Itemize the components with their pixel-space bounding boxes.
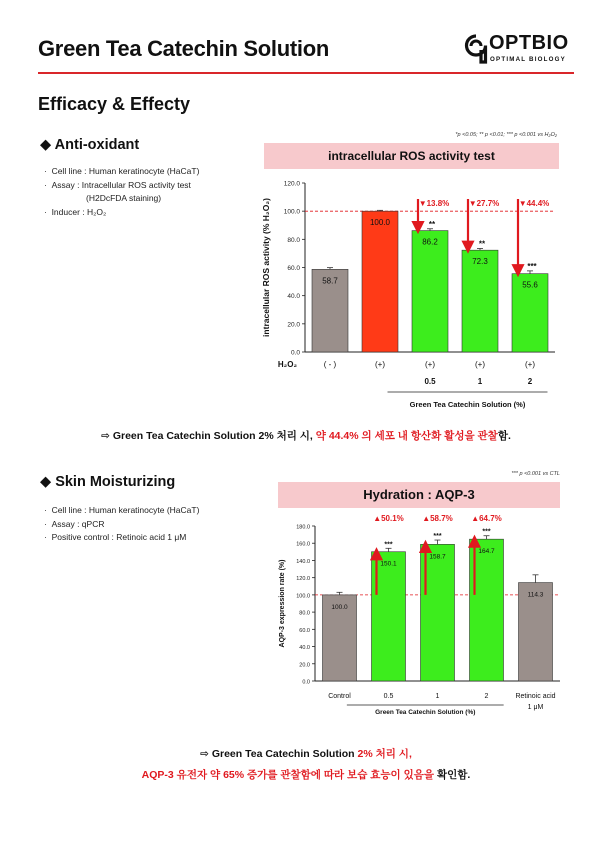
y-tick-label: 160.0	[296, 541, 310, 548]
y-tick-label: 80.0	[299, 610, 310, 617]
y-tick-label: 0.0	[302, 679, 310, 686]
diamond-bullet-icon: ◆	[40, 137, 52, 153]
moisturizing-heading-text: Skin Moisturizing	[55, 474, 176, 490]
antioxidant-heading-text: Anti-oxidant	[54, 137, 140, 153]
bar	[412, 231, 448, 352]
x-tick-label: 1	[435, 693, 440, 700]
chart-title: intracellular ROS activity test	[264, 143, 559, 169]
moisturizing-summary-line1: ⇨ Green Tea Catechin Solution 2% 처리 시,	[200, 748, 412, 760]
moisturizing-conditions	[44, 504, 199, 545]
logo-tagline: OPTIMAL BIOLOGY	[490, 56, 566, 63]
x-axis-label: Green Tea Catechin Solution (%)	[375, 709, 476, 716]
list-item: · Cell line : Human keratinocyte (HaCaT)	[44, 166, 200, 176]
significance-mark: ***	[527, 261, 537, 271]
data-label: 58.7	[322, 276, 338, 286]
change-label: ▼27.7%	[468, 199, 500, 208]
list-item: · Inducer : H₂O₂	[44, 206, 107, 217]
change-label: ▲58.7%	[422, 514, 453, 523]
y-tick-label: 100.0	[296, 593, 310, 600]
x-sub-label: 0.5	[424, 377, 436, 386]
chart-title: Hydration : AQP-3	[278, 482, 560, 508]
y-tick-label: 100.0	[283, 208, 300, 216]
antioxidant-conditions	[44, 165, 199, 219]
data-label: 164.7	[478, 548, 495, 556]
x-sub-label: 1	[477, 377, 483, 386]
y-tick-label: 140.0	[296, 558, 310, 565]
x-tick-label: 1 μM	[527, 704, 544, 711]
data-label: 150.1	[380, 560, 397, 568]
change-label: ▼13.8%	[418, 199, 450, 208]
section-title: Efficacy & Effecty	[38, 94, 191, 114]
y-axis-label: AQP-3 expression rate (%)	[279, 559, 286, 648]
significance-mark: **	[428, 219, 436, 229]
x-tick-label: 0.5	[383, 693, 394, 700]
logo-wordmark: OPTBIO	[489, 32, 569, 54]
y-tick-label: 40.0	[287, 293, 300, 301]
y-tick-label: 60.0	[287, 265, 300, 272]
data-label: 55.6	[522, 280, 538, 290]
list-item: (H2DcFDA staining)	[86, 193, 162, 203]
x-tick-label: (+)	[525, 360, 535, 369]
y-tick-label: 20.0	[299, 662, 310, 669]
change-label: ▲50.1%	[373, 514, 404, 523]
moisturizing-heading	[40, 474, 175, 490]
change-label: ▼44.4%	[518, 199, 550, 208]
title-divider	[38, 72, 574, 74]
x-tick-label: Control	[328, 693, 351, 700]
row-label: H₂O₂	[277, 360, 297, 369]
data-label: 86.2	[422, 237, 438, 247]
bar	[362, 211, 398, 352]
list-item: · Positive control : Retinoic acid 1 μM	[44, 532, 187, 542]
arrow-right-icon: ⇨	[101, 430, 110, 442]
arrow-right-icon: ⇨	[200, 748, 209, 760]
list-item: · Cell line : Human keratinocyte (HaCaT)	[44, 505, 200, 515]
data-label: 72.3	[472, 257, 488, 267]
y-tick-label: 80.0	[287, 236, 300, 244]
list-item: · Assay : Intracellular ROS activity test	[44, 179, 191, 190]
x-tick-label: Retinoic acid	[515, 693, 556, 700]
data-label: 100.0	[331, 603, 348, 611]
antioxidant-heading	[40, 137, 139, 153]
ros-chart	[255, 172, 575, 416]
y-tick-label: 120.0	[296, 576, 310, 583]
data-label: 158.7	[429, 553, 446, 561]
x-tick-label: ( - )	[323, 360, 337, 369]
x-tick-label: 2	[484, 693, 489, 700]
y-tick-label: 40.0	[299, 645, 310, 652]
list-item: · Assay : qPCR	[44, 518, 105, 529]
y-axis-label: intracellular ROS activity (% H₂O₂)	[261, 198, 271, 337]
data-label: 100.0	[369, 218, 391, 228]
y-tick-label: 180.0	[296, 524, 310, 531]
x-tick-label: (+)	[425, 360, 435, 369]
y-tick-label: 20.0	[287, 321, 300, 329]
significance-mark: ***	[482, 528, 491, 536]
data-label: 114.3	[527, 591, 544, 599]
page-title: Green Tea Catechin Solution	[38, 36, 329, 61]
x-tick-label: (+)	[475, 360, 485, 369]
x-axis-label: Green Tea Catechin Solution (%)	[409, 400, 526, 409]
company-logo	[464, 32, 576, 68]
significance-mark: ***	[433, 533, 442, 541]
aqp3-chart	[270, 508, 570, 718]
x-sub-label: 2	[527, 377, 533, 386]
y-tick-label: 120.0	[283, 180, 300, 188]
logo-mark-icon	[464, 34, 488, 64]
significance-mark: ***	[384, 541, 393, 549]
significance-note: *** p <0.001 vs CTL	[511, 471, 560, 477]
diamond-bullet-icon: ◆	[40, 474, 52, 490]
change-label: ▲64.7%	[471, 514, 502, 523]
significance-note: *p <0.05; ** p <0.01; *** p <0.001 vs H₂O₂	[455, 132, 557, 138]
moisturizing-summary-line2: AQP-3 유전자 약 65% 증가를 관찰함에 따라 보습 효능이 있음을 확인함.	[141, 769, 471, 781]
antioxidant-summary: ⇨ Green Tea Catechin Solution 2% 처리 시, 약 44.4% 의 세포 내 항산화 활성을 관찰함.	[101, 430, 511, 442]
y-tick-label: 0.0	[290, 349, 300, 357]
significance-mark: **	[478, 239, 486, 249]
x-tick-label: (+)	[375, 360, 385, 369]
y-tick-label: 60.0	[299, 627, 310, 634]
